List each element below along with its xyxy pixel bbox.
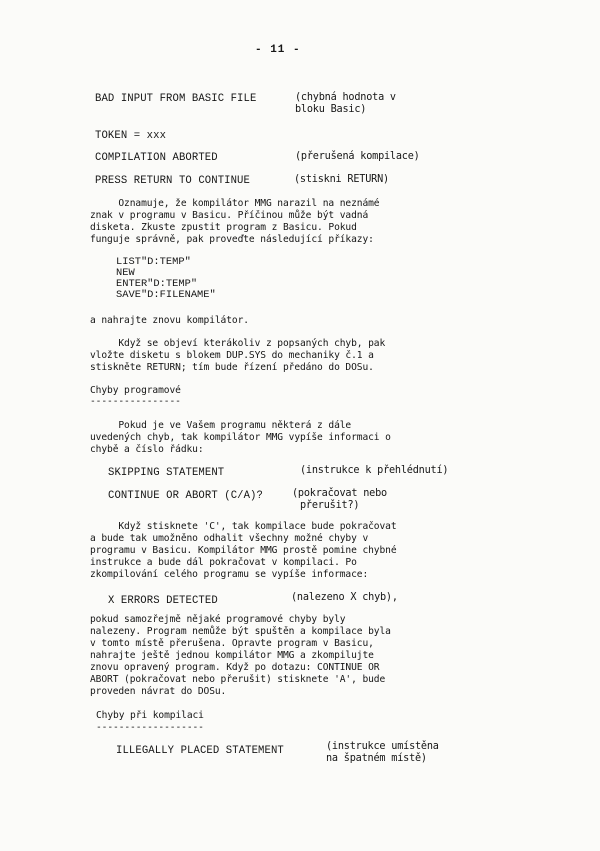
error-continue-abort-label: CONTINUE OR ABORT (C/A)? [108,490,263,502]
paragraph-line: Když se objeví kterákoliv z popsaných chyb, pak [90,338,386,349]
code-line: SAVE"D:FILENAME" [116,289,216,301]
page-number: - 11 - [255,44,301,56]
code-line: NEW [116,267,135,279]
code-line: LIST"D:TEMP" [116,256,191,268]
error-bad-input-desc-1: (chybná hodnota v [295,92,396,103]
paragraph-line: pokud samozřejmě nějaké programové chyby byly [90,614,346,625]
section-title-compile: Chyby při kompilaci [96,710,204,721]
paragraph-line: a bude tak umožněno odhalit všechny možné chyby v [90,533,369,544]
paragraph-line: proveden návrat do DOSu. [90,686,227,697]
error-bad-input-label: BAD INPUT FROM BASIC FILE [95,93,257,105]
error-bad-input-desc-2: bloku Basic) [295,104,367,115]
error-press-return-label: PRESS RETURN TO CONTINUE [95,175,250,187]
paragraph-line: ABORT (pokračovat nebo přerušit) stisknete 'A', bude [90,674,386,685]
paragraph-line: programu v Basicu. Kompilátor MMG prostě pomine chybné [90,545,397,556]
error-illegally-placed-label: ILLEGALLY PLACED STATEMENT [116,745,284,757]
error-skipping-desc: (instrukce k přehlédnutí) [300,465,449,476]
paragraph-line: zkompilování celého programu se vypíše informace: [90,569,369,580]
paragraph-line: Když stisknete 'C', tak kompilace bude pokračovat [90,521,397,532]
error-illegally-placed-desc-1: (instrukce umístěna [326,741,439,752]
section-underline-program: ---------------- [90,396,181,407]
error-continue-abort-desc-2: přerušit?) [300,500,360,511]
paragraph-line: chybě a číslo řádku: [90,444,204,455]
error-errors-detected-label: X ERRORS DETECTED [108,595,218,607]
paragraph-line: Oznamuje, že kompilátor MMG narazil na neznámé [90,198,380,209]
paragraph-line: znak v programu v Basicu. Příčinou může být vadná [90,210,369,221]
error-errors-detected-desc: (nalezeno X chyb), [291,592,398,603]
error-compilation-aborted-desc: (přerušená kompilace) [295,151,420,162]
paragraph-line: nahrajte ještě jednou kompilátor MMG a zkompilujte [90,650,374,661]
section-underline-compile: ------------------- [96,722,204,733]
error-press-return-desc: (stiskni RETURN) [294,174,389,185]
paragraph-line: disketa. Zkuste zpustit program z Basicu. Pokud [90,222,357,233]
paragraph-line: nalezeny. Program nemůže být spuštěn a kompilace byla [90,626,391,637]
paragraph-line: funguje správně, pak proveďte následující příkazy: [90,234,374,245]
error-skipping-label: SKIPPING STATEMENT [108,467,225,479]
paragraph-line: a nahrajte znovu kompilátor. [90,315,249,326]
paragraph-line: v tomto místě přerušena. Opravte program v Basicu, [90,638,374,649]
error-continue-abort-desc-1: (pokračovat nebo [292,488,387,499]
code-line: ENTER"D:TEMP" [116,278,198,290]
paragraph-line: Pokud je ve Vašem programu některá z dále [90,420,352,431]
section-title-program: Chyby programové [90,385,181,396]
paragraph-line: uvedených chyb, tak kompilátor MMG vypíše informaci o [90,432,391,443]
paragraph-line: znovu opravený program. Když po dotazu: CONTINUE OR [90,662,380,673]
error-token-label: TOKEN = xxx [95,130,167,142]
error-compilation-aborted-label: COMPILATION ABORTED [95,152,218,164]
paragraph-line: vložte disketu s blokem DUP.SYS do mechaniky č.1 a [90,350,374,361]
paragraph-line: instrukce a bude dál pokračovat v kompilaci. Po [90,557,357,568]
paragraph-line: stiskněte RETURN; tím bude řízení předáno do DOSu. [90,362,374,373]
error-illegally-placed-desc-2: na špatném místě) [326,753,427,764]
